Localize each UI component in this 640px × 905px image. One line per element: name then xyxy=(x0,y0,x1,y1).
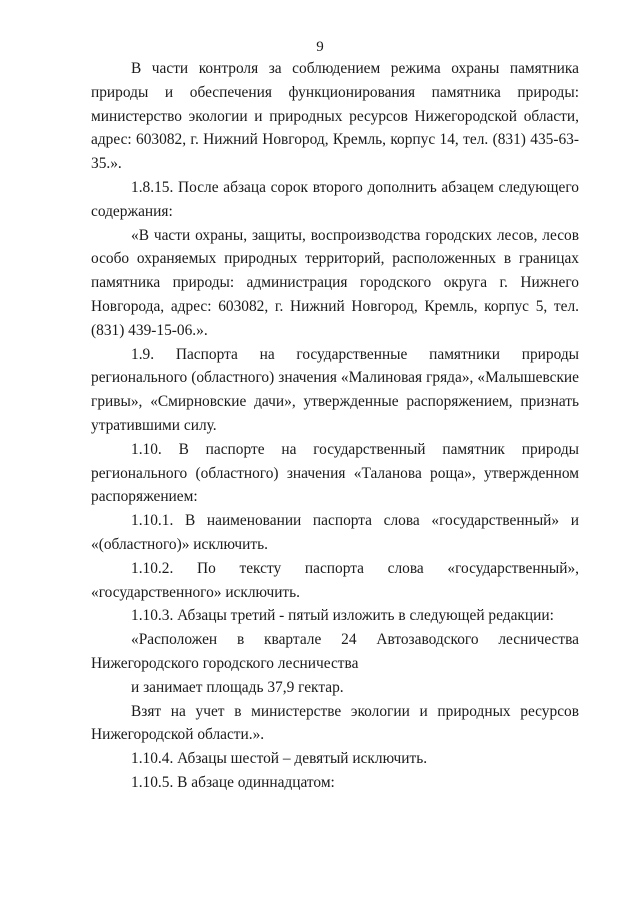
paragraph-registration: Взят на учет в министерстве экологии и природных ресурсов Нижегородской области.». xyxy=(91,702,579,744)
paragraph-1-10: 1.10. В паспорте на государственный памятник природы регионального (областного) значения «Таланова роща», утвержденном распоряжением: xyxy=(91,440,579,506)
paragraph-1-10-4: 1.10.4. Абзацы шестой – девятый исключить. xyxy=(131,750,428,768)
paragraph-1-10-1: 1.10.1. В наименовании паспорта слова «государственный» и «(областного)» исключить. xyxy=(91,512,579,553)
paragraph-area: и занимает площадь 37,9 гектар. xyxy=(131,678,344,696)
paragraph-contact-ministry: В части контроля за соблюдением режима охраны памятника природы и обеспечения функционирования памятника природы: министерство экологии и природных ресурсов Нижегородской области, адрес: 603082, г. Нижний Новгород, Кремль, корпус 14, тел. (831) 435-63-35.». xyxy=(91,60,579,173)
document-body xyxy=(91,57,579,795)
paragraph-1-8-15: 1.8.15. После абзаца сорок второго дополнить абзацем следующего содержания: xyxy=(91,178,579,220)
paragraph-1-10-5: 1.10.5. В абзаце одиннадцатом: xyxy=(131,773,335,791)
paragraph-location: «Расположен в квартале 24 Автозаводского лесничества Нижегородского городского лесничества xyxy=(91,631,579,672)
paragraph-contact-administration: «В части охраны, защиты, воспроизводства городских лесов, лесов особо охраняемых природных территорий, расположенных в границах памятника природы: администрация городского округа г. Нижнего Новгорода, адрес: 603082, г. Нижний Новгород, Кремль, корпус 5, тел. (831) 439-15-06.». xyxy=(91,226,579,339)
paragraph-1-9: 1.9. Паспорта на государственные памятники природы регионального (областного) значения «Малиновая гряда», «Малышевские гривы», «Смирновские дачи», утвержденные распоряжением, признать утратившими силу. xyxy=(91,345,579,434)
page-number: 9 xyxy=(316,39,324,55)
paragraph-1-10-2: 1.10.2. По тексту паспорта слова «государственный», «государственного» исключить. xyxy=(91,559,579,601)
paragraph-1-10-3: 1.10.3. Абзацы третий - пятый изложить в следующей редакции: xyxy=(131,607,554,625)
